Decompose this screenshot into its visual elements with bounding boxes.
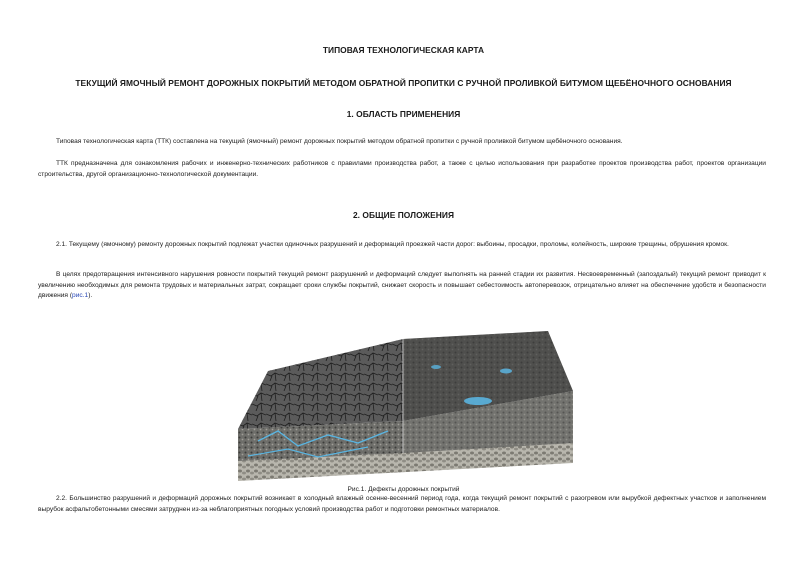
document-title: ТИПОВАЯ ТЕХНОЛОГИЧЕСКАЯ КАРТА [322,45,485,55]
section-1-heading: 1. ОБЛАСТЬ ПРИМЕНЕНИЯ [346,109,461,119]
damaged-slab-top [238,339,403,429]
section-2-paragraph-1: 2.1. Текущему (ямочному) ремонту дорожных покрытий подлежат участки одиночных разрушений и деформаций проезжей части дорог: выбоины, просадки, проломы, колейность, широкие трещины, обрушения кромок. [56,241,729,248]
document-subtitle: ТЕКУЩИЙ ЯМОЧНЫЙ РЕМОНТ ДОРОЖНЫХ ПОКРЫТИЙ МЕТОДОМ ОБРАТНОЙ ПРОПИТКИ С РУЧНОЙ ПРОЛИВКОЙ БИТУМОМ ЩЕБЁНОЧНОГО ОСНОВАНИЯ [75,78,732,88]
section-2-paragraph-2 [38,270,766,302]
section-2-heading: 2. ОБЩИЕ ПОЛОЖЕНИЯ [352,210,455,220]
section-1-paragraph-2: ТТК предназначена для ознакомления рабочих и инженерно-технических работников с правилами производства работ, а также с целью использования при разработке проектов производства работ, проектов организации строительства, другой организационно-технологической документации. [38,160,766,178]
section-2-paragraph-3: 2.2. Большинство разрушений и деформаций дорожных покрытий возникает в холодный влажный осенне-весенний период года, когда текущий ремонт покрытий с разогревом или вырубкой дефектных участков и заполнением вырубок асфальтобетонными смесями затруднен из-за неблагоприятных погодных условий производства работ и подготовки ремонтных материалов. [38,495,766,513]
section-1-paragraph-1: Типовая технологическая карта (ТТК) составлена на текущий (ямочный) ремонт дорожных покрытий методом обратной пропитки с ручной проливкой битумом щебёночного основания. [56,138,623,145]
road-defects-illustration [238,331,573,481]
paragraph-text: В целях предотвращения интенсивного нарушения ровности покрытий текущий ремонт разрушений и деформаций следует выполнять на ранней стадии их развития. Несвоевременный (запоздалый) текущий ремонт приводит к увеличению необходимых для ремонта трудовых и материальных затрат, сокращает сроки службы покрытий, снижает скорость и повышает себестоимость автоперевозок, отрицательно влияет на обеспечение удобств и безопасности движения ( [38,271,766,299]
figure-1-link[interactable]: рис.1 [72,292,89,299]
paragraph-end: ). [88,292,93,299]
figure-1-caption: Рис.1. Дефекты дорожных покрытий [347,486,460,493]
